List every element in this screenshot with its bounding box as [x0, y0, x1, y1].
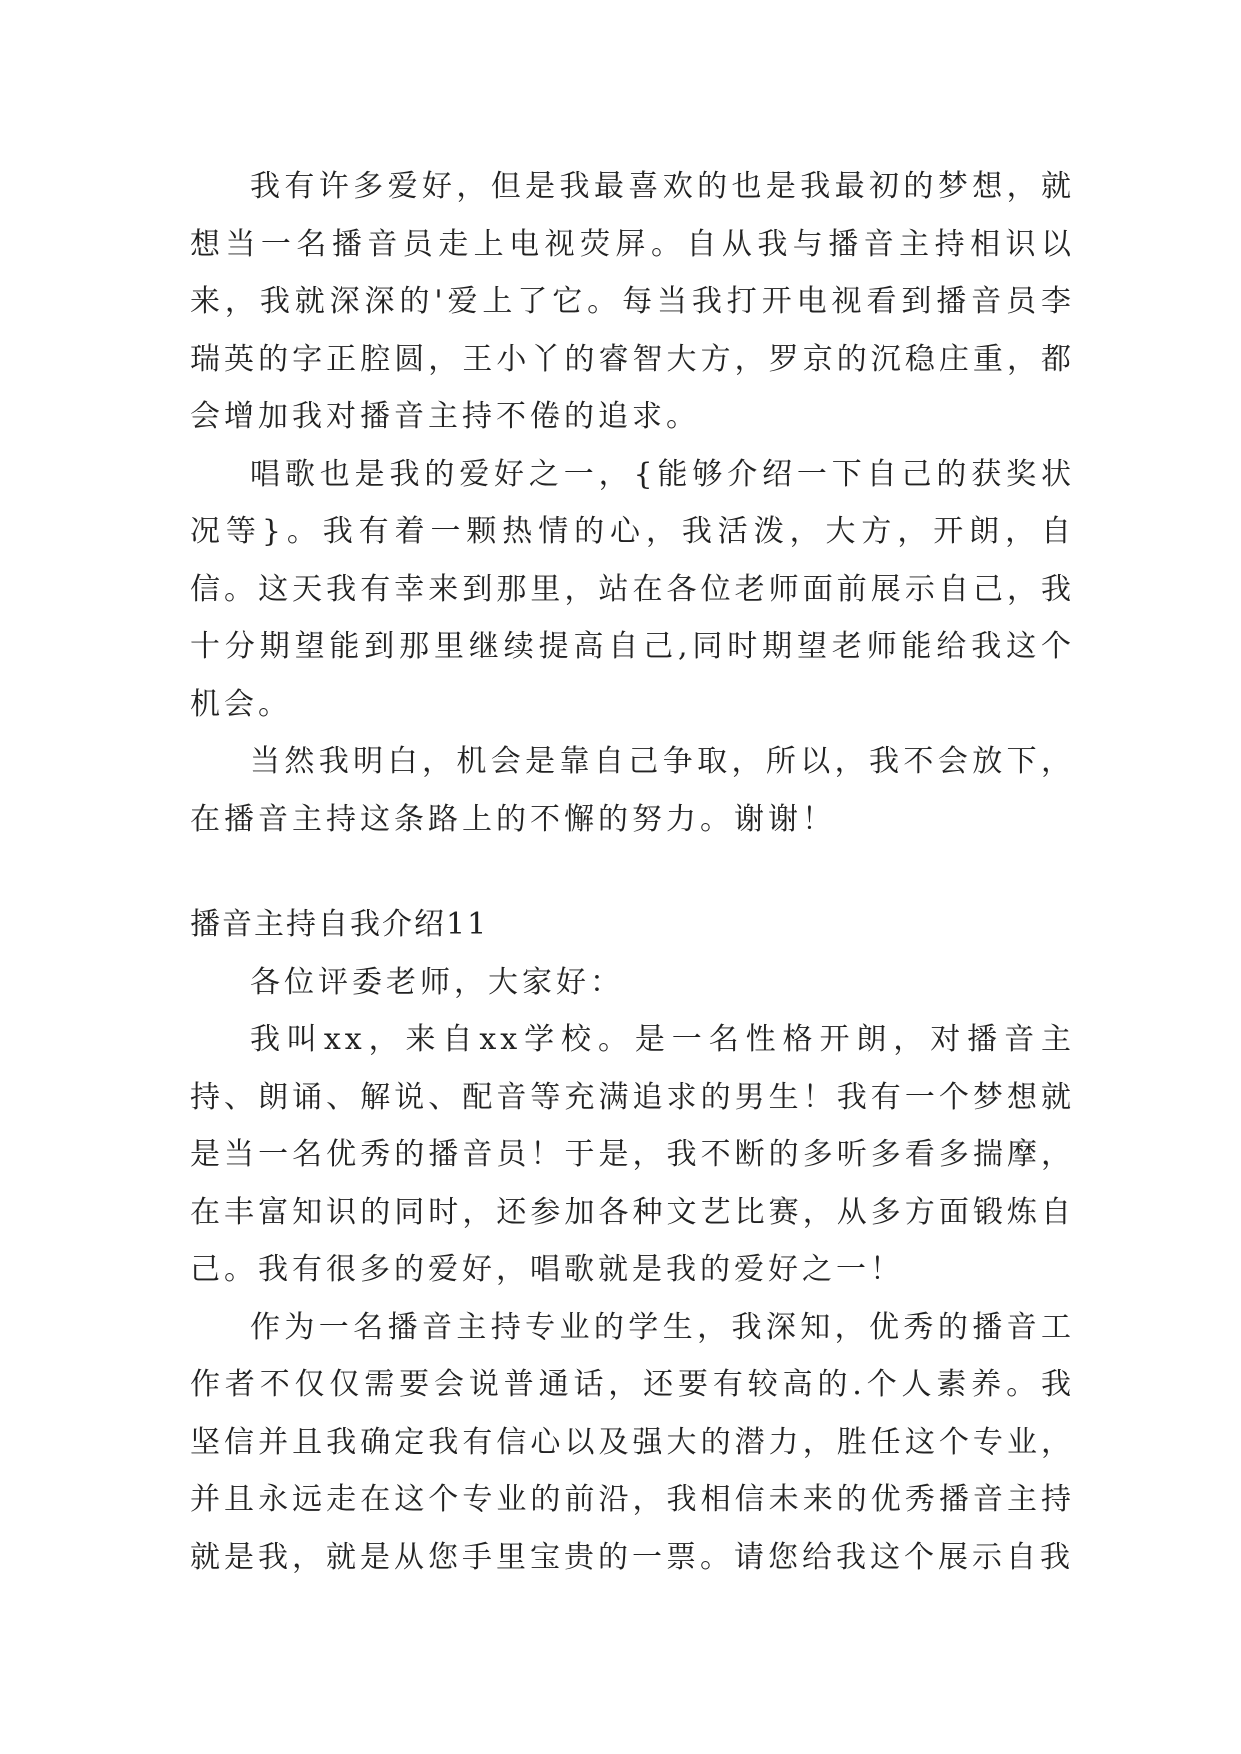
section-title: 播音主持自我介绍11: [190, 907, 489, 942]
paragraph-major-belief: 作为一名播音主持专业的学生，我深知，优秀的播音工作者不仅仅需要会说普通话，还要有较高的.个人素养。我坚信并且我确定我有信心以及强大的潜力，胜任这个专业，并且永远走在这个专业的前沿，我相信未来的优秀播音主持就是我，就是从您手里宝贵的一票。请您给我这个展示自我: [190, 1309, 1075, 1575]
document-body: [190, 158, 1075, 1586]
paragraph-singing: 唱歌也是我的爱好之一，{能够介绍一下自己的获奖状况等}。我有着一颗热情的心，我活泼，大方，开朗，自信。这天我有幸来到那里，站在各位老师面前展示自己，我十分期望能到那里继续提高自己,同时期望老师能给我这个机会。: [190, 456, 1075, 722]
paragraph-closing-thanks: 当然我明白，机会是靠自己争取，所以，我不会放下，在播音主持这条路上的不懈的努力。谢谢！: [190, 744, 1075, 837]
paragraph-greeting: 各位评委老师，大家好：: [250, 964, 624, 1000]
paragraph-self-intro: 我叫xx，来自xx学校。是一名性格开朗，对播音主持、朗诵、解说、配音等充满追求的男生！我有一个梦想就是当一名优秀的播音员！于是，我不断的多听多看多揣摩，在丰富知识的同时，还参加各种文艺比赛，从多方面锻炼自己。我有很多的爱好，唱歌就是我的爱好之一！: [190, 1022, 1075, 1287]
paragraph-hobby-dream: 我有许多爱好，但是我最喜欢的也是我最初的梦想，就想当一名播音员走上电视荧屏。自从我与播音主持相识以来，我就深深的'爱上了它。每当我打开电视看到播音员李瑞英的字正腔圆，王小丫的睿智大方，罗京的沉稳庄重，都会增加我对播音主持不倦的追求。: [190, 169, 1075, 434]
